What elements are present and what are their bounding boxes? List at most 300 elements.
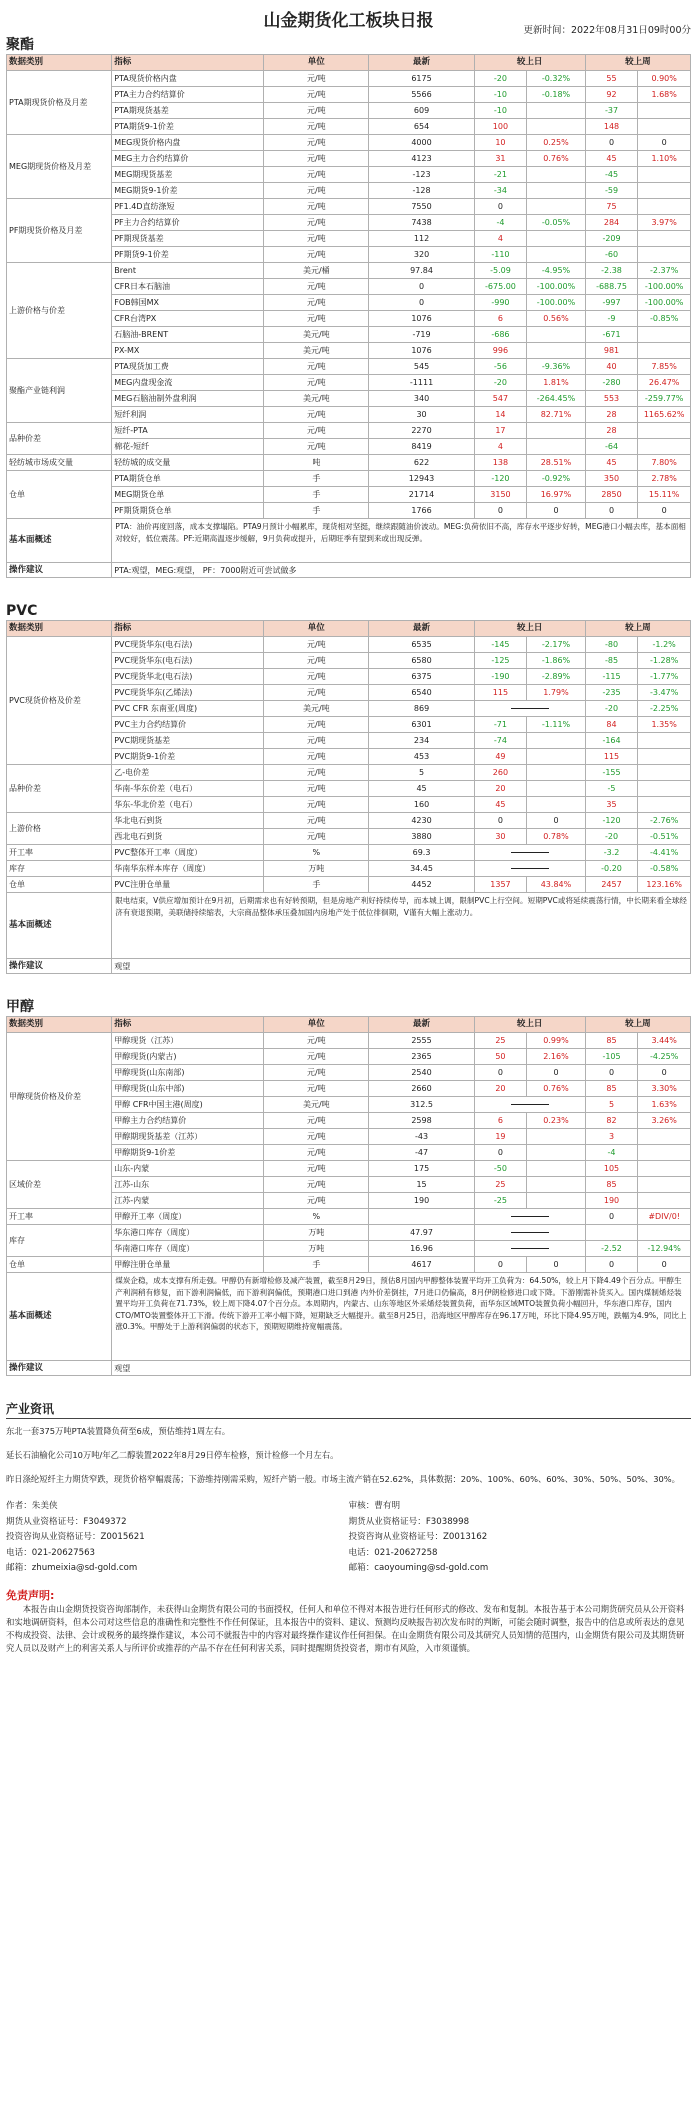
- ops-row: [7, 959, 691, 974]
- unit-cell: 元/吨: [264, 1129, 369, 1145]
- category-cell: 库存: [7, 861, 112, 877]
- latest-cell: 6535: [369, 637, 474, 653]
- latest-cell: 2270: [369, 423, 474, 439]
- table-row: [7, 199, 691, 215]
- no-data-dash: [511, 1248, 549, 1249]
- news-item: 东北一套375万吨PTA装置降负荷至6成，预估维持1周左右。: [6, 1426, 231, 1436]
- unit-cell: 元/吨: [264, 1065, 369, 1081]
- latest-cell: 2598: [369, 1113, 474, 1129]
- header-vs-prev-day: 较上日: [474, 1017, 585, 1033]
- latest-cell: 234: [369, 733, 474, 749]
- ops-text: 观望: [112, 1361, 691, 1376]
- unit-cell: 元/吨: [264, 829, 369, 845]
- category-cell: PVC现货价格及价差: [7, 637, 112, 765]
- prev-day-change-cell: 30: [474, 829, 527, 845]
- prev-week-change-cell: 105: [585, 1161, 638, 1177]
- prev-week-change-cell: 0: [585, 1209, 638, 1225]
- category-cell: 上游价格: [7, 813, 112, 845]
- indicator-cell: 甲醇开工率（周度）: [112, 1209, 264, 1225]
- table-header: [7, 55, 691, 71]
- prev-week-change-cell: 45: [585, 151, 638, 167]
- table-row: [7, 135, 691, 151]
- author-consult-license: 投资咨询从业资格证号：Z0015621: [6, 1532, 145, 1542]
- prev-week-pct-cell: [638, 103, 691, 119]
- prev-week-change-cell: -235: [585, 685, 638, 701]
- prev-week-change-cell: 85: [585, 1033, 638, 1049]
- latest-cell: 453: [369, 749, 474, 765]
- prev-week-pct-cell: [638, 1177, 691, 1193]
- latest-cell: 2365: [369, 1049, 474, 1065]
- category-cell: 甲醇现货价格及价差: [7, 1033, 112, 1161]
- latest-cell: 175: [369, 1161, 474, 1177]
- prev-day-change-cell: 115: [474, 685, 527, 701]
- unit-cell: 元/吨: [264, 765, 369, 781]
- indicator-cell: PVC CFR 东南亚(周度): [112, 701, 264, 717]
- prev-week-change-cell: -120: [585, 813, 638, 829]
- latest-cell: 654: [369, 119, 474, 135]
- data-table: [6, 620, 691, 974]
- prev-day-change-cell: -675.00: [474, 279, 527, 295]
- prev-week-pct-cell: -100.00%: [638, 279, 691, 295]
- latest-cell: 21714: [369, 487, 474, 503]
- prev-day-change-cell: 45: [474, 797, 527, 813]
- latest-cell: 3880: [369, 829, 474, 845]
- prev-day-pct-cell: 0.99%: [527, 1033, 585, 1049]
- disclaimer-title: 免责声明:: [6, 1588, 55, 1602]
- prev-day-change-cell: -110: [474, 247, 527, 263]
- prev-week-pct-cell: 1.10%: [638, 151, 691, 167]
- table-row: [7, 263, 691, 279]
- prev-week-pct-cell: [638, 167, 691, 183]
- update-time: 更新时间：2022年08月31日09时00分: [523, 25, 691, 36]
- reviewer-futures-license: 期货从业资格证号：F3038998: [348, 1516, 470, 1527]
- prev-day-pct-cell: -1.86%: [527, 653, 585, 669]
- prev-day-pct-cell: [527, 1177, 585, 1193]
- prev-day-pct-cell: [527, 247, 585, 263]
- indicator-cell: 甲醇现货(山东中部): [112, 1081, 264, 1097]
- prev-week-change-cell: -688.75: [585, 279, 638, 295]
- prev-week-pct-cell: 3.26%: [638, 1113, 691, 1129]
- prev-week-change-cell: -155: [585, 765, 638, 781]
- header-vs-prev-week: 较上周: [585, 621, 690, 637]
- unit-cell: 元/吨: [264, 1081, 369, 1097]
- prev-week-change-cell: 82: [585, 1113, 638, 1129]
- latest-cell: -43: [369, 1129, 474, 1145]
- latest-cell: 340: [369, 391, 474, 407]
- latest-cell: 97.84: [369, 263, 474, 279]
- unit-cell: 元/吨: [264, 423, 369, 439]
- prev-week-change-cell: [585, 1225, 638, 1241]
- prev-day-change-cell: -21: [474, 167, 527, 183]
- header-unit: 单位: [264, 1017, 369, 1033]
- prev-day-change-cell: 10: [474, 135, 527, 151]
- indicator-cell: PF1.4D直纺涤短: [112, 199, 264, 215]
- unit-cell: 元/吨: [264, 247, 369, 263]
- latest-cell: 16.96: [369, 1241, 474, 1257]
- indicator-cell: 华南港口库存（周度）: [112, 1241, 264, 1257]
- prev-week-pct-cell: [638, 1129, 691, 1145]
- prev-day-pct-cell: [527, 103, 585, 119]
- indicator-cell: MEG期货9-1价差: [112, 183, 264, 199]
- table-row: [7, 1209, 691, 1225]
- prev-day-pct-cell: [527, 423, 585, 439]
- prev-day-change-cell: -74: [474, 733, 527, 749]
- prev-day-change-cell: 19: [474, 1129, 527, 1145]
- prev-week-change-cell: -64: [585, 439, 638, 455]
- unit-cell: 元/吨: [264, 797, 369, 813]
- prev-week-change-cell: 981: [585, 343, 638, 359]
- indicator-cell: PTA主力合约结算价: [112, 87, 264, 103]
- latest-cell: -719: [369, 327, 474, 343]
- prev-week-pct-cell: -2.76%: [638, 813, 691, 829]
- prev-day-pct-cell: [527, 1161, 585, 1177]
- indicator-cell: PF主力合约结算价: [112, 215, 264, 231]
- overview-text: PTA：油价再度回落，成本支撑塌陷。PTA9月预计小幅累库，现货相对坚挺，继续跟随油价波动。MEG:负荷依旧不高，库存水平逐步好转，MEG港口小幅去库，基本面相对较好，低位震荡。PF:近期高温逐步缓解，9月负荷或提升，后期旺季有望到来或出现反弹。: [112, 519, 691, 563]
- unit-cell: 元/吨: [264, 199, 369, 215]
- indicator-cell: 山东-内蒙: [112, 1161, 264, 1177]
- unit-cell: 手: [264, 1257, 369, 1273]
- prev-week-pct-cell: [638, 749, 691, 765]
- prev-week-pct-cell: -4.41%: [638, 845, 691, 861]
- overview-label: 基本面概述: [7, 1273, 112, 1361]
- indicator-cell: 华南-华东价差（电石）: [112, 781, 264, 797]
- prev-week-change-cell: -280: [585, 375, 638, 391]
- reviewer-email: 邮箱：caoyouming@sd-gold.com: [348, 1563, 489, 1573]
- table-row: [7, 423, 691, 439]
- prev-day-change-cell: -686: [474, 327, 527, 343]
- prev-day-change-cell: -145: [474, 637, 527, 653]
- prev-day-change-cell: -20: [474, 71, 527, 87]
- table-row: [7, 471, 691, 487]
- unit-cell: 元/吨: [264, 167, 369, 183]
- unit-cell: 元/吨: [264, 1177, 369, 1193]
- indicator-cell: PX-MX: [112, 343, 264, 359]
- prev-week-change-cell: 2457: [585, 877, 638, 893]
- prev-week-change-cell: 3: [585, 1129, 638, 1145]
- latest-cell: 4123: [369, 151, 474, 167]
- table-row: [7, 765, 691, 781]
- prev-week-change-cell: 84: [585, 717, 638, 733]
- ops-label: 操作建议: [7, 1361, 112, 1376]
- unit-cell: 元/吨: [264, 1193, 369, 1209]
- prev-week-pct-cell: [638, 1225, 691, 1241]
- table-row: [7, 1161, 691, 1177]
- latest-cell: 6375: [369, 669, 474, 685]
- prev-week-change-cell: -2.52: [585, 1241, 638, 1257]
- prev-day-pct-cell: [527, 439, 585, 455]
- latest-cell: 1076: [369, 311, 474, 327]
- prev-day-change-cell: 6: [474, 1113, 527, 1129]
- unit-cell: 美元/吨: [264, 343, 369, 359]
- header-latest: 最新: [369, 1017, 474, 1033]
- prev-week-change-cell: 190: [585, 1193, 638, 1209]
- unit-cell: 美元/吨: [264, 701, 369, 717]
- indicator-cell: 短纤利润: [112, 407, 264, 423]
- unit-cell: 万吨: [264, 861, 369, 877]
- prev-week-pct-cell: [638, 199, 691, 215]
- unit-cell: 美元/桶: [264, 263, 369, 279]
- report-title: 山金期货化工板块日报: [263, 11, 434, 31]
- prev-day-pct-cell: 0: [527, 1065, 585, 1081]
- prev-week-pct-cell: 123.16%: [638, 877, 691, 893]
- prev-day-cell: [474, 1097, 585, 1113]
- category-cell: 区域价差: [7, 1161, 112, 1209]
- latest-cell: 12943: [369, 471, 474, 487]
- indicator-cell: 轻纺城的成交量: [112, 455, 264, 471]
- latest-cell: 6301: [369, 717, 474, 733]
- prev-week-change-cell: -115: [585, 669, 638, 685]
- prev-day-pct-cell: [527, 749, 585, 765]
- prev-day-change-cell: 4: [474, 439, 527, 455]
- latest-cell: 4230: [369, 813, 474, 829]
- header-indicator: 指标: [112, 1017, 264, 1033]
- unit-cell: 元/吨: [264, 279, 369, 295]
- prev-day-pct-cell: -100.00%: [527, 295, 585, 311]
- category-cell: 轻纺城市场成交量: [7, 455, 112, 471]
- indicator-cell: MEG期货仓单: [112, 487, 264, 503]
- prev-week-pct-cell: 1.35%: [638, 717, 691, 733]
- prev-day-pct-cell: 0.78%: [527, 829, 585, 845]
- indicator-cell: PF期现货基差: [112, 231, 264, 247]
- indicator-cell: PVC现货华东(乙烯法): [112, 685, 264, 701]
- section-title: 聚酯: [6, 37, 34, 53]
- unit-cell: 美元/吨: [264, 391, 369, 407]
- category-cell: 上游价格与价差: [7, 263, 112, 359]
- indicator-cell: 甲醇现货（江苏）: [112, 1033, 264, 1049]
- unit-cell: 元/吨: [264, 135, 369, 151]
- indicator-cell: 甲醇期现货基差（江苏）: [112, 1129, 264, 1145]
- prev-day-pct-cell: 0.76%: [527, 151, 585, 167]
- table-row: [7, 637, 691, 653]
- table-row: [7, 813, 691, 829]
- prev-week-pct-cell: 0: [638, 1065, 691, 1081]
- prev-day-cell: [474, 1209, 585, 1225]
- prev-day-change-cell: -71: [474, 717, 527, 733]
- prev-day-change-cell: 25: [474, 1033, 527, 1049]
- prev-day-pct-cell: 16.97%: [527, 487, 585, 503]
- latest-cell: 160: [369, 797, 474, 813]
- indicator-cell: 华东-华北价差（电石）: [112, 797, 264, 813]
- indicator-cell: 西北电石到货: [112, 829, 264, 845]
- category-cell: 仓单: [7, 1257, 112, 1273]
- unit-cell: 元/吨: [264, 669, 369, 685]
- prev-day-change-cell: 260: [474, 765, 527, 781]
- prev-day-change-cell: -125: [474, 653, 527, 669]
- prev-week-pct-cell: -12.94%: [638, 1241, 691, 1257]
- unit-cell: 元/吨: [264, 813, 369, 829]
- prev-week-pct-cell: -1.28%: [638, 653, 691, 669]
- unit-cell: 手: [264, 487, 369, 503]
- indicator-cell: PTA期货9-1价差: [112, 119, 264, 135]
- prev-day-pct-cell: 82.71%: [527, 407, 585, 423]
- unit-cell: 元/吨: [264, 119, 369, 135]
- latest-cell: 4000: [369, 135, 474, 151]
- prev-day-pct-cell: -0.32%: [527, 71, 585, 87]
- unit-cell: %: [264, 1209, 369, 1225]
- table-row: [7, 455, 691, 471]
- prev-week-change-cell: -20: [585, 829, 638, 845]
- indicator-cell: 短纤-PTA: [112, 423, 264, 439]
- prev-week-change-cell: 85: [585, 1177, 638, 1193]
- indicator-cell: PVC期现货基差: [112, 733, 264, 749]
- prev-day-cell: [474, 845, 585, 861]
- overview-label: 基本面概述: [7, 519, 112, 563]
- prev-day-pct-cell: [527, 1193, 585, 1209]
- header-category: 数据类别: [7, 621, 112, 637]
- latest-cell: 47.97: [369, 1225, 474, 1241]
- prev-day-pct-cell: -0.92%: [527, 471, 585, 487]
- prev-day-pct-cell: 0: [527, 1257, 585, 1273]
- latest-cell: 7550: [369, 199, 474, 215]
- prev-day-change-cell: -5.09: [474, 263, 527, 279]
- prev-week-change-cell: 75: [585, 199, 638, 215]
- prev-week-pct-cell: -2.25%: [638, 701, 691, 717]
- overview-label: 基本面概述: [7, 893, 112, 959]
- latest-cell: 112: [369, 231, 474, 247]
- unit-cell: 元/吨: [264, 375, 369, 391]
- prev-week-change-cell: 45: [585, 455, 638, 471]
- prev-day-change-cell: 49: [474, 749, 527, 765]
- overview-text: 限电结束，V供应增加预计在9月初，后期需求也有好转预期，但是房地产利好持续传导，而本城上调，限制PVC上行空间。短期PVC或将延续震荡行情，中长期来看全球经济有衰退预期，美联储持续缩表，大宗商品整体承压叠加国内房地产处于低位徘徊期，V谨有大幅上涨动力。: [112, 893, 691, 959]
- prev-day-pct-cell: -2.17%: [527, 637, 585, 653]
- prev-day-change-cell: -50: [474, 1161, 527, 1177]
- prev-day-change-cell: -190: [474, 669, 527, 685]
- author-email: 邮箱：zhumeixia@sd-gold.com: [6, 1563, 138, 1573]
- category-cell: 仓单: [7, 471, 112, 519]
- prev-week-pct-cell: 0.90%: [638, 71, 691, 87]
- prev-day-pct-cell: 2.16%: [527, 1049, 585, 1065]
- latest-cell: 6540: [369, 685, 474, 701]
- reviewer-column: [349, 1499, 692, 1577]
- indicator-cell: Brent: [112, 263, 264, 279]
- prev-week-pct-cell: -4.25%: [638, 1049, 691, 1065]
- reviewer-phone: 电话：021-20627258: [348, 1547, 438, 1558]
- prev-week-change-cell: 28: [585, 407, 638, 423]
- category-cell: 聚酯产业链利润: [7, 359, 112, 423]
- indicator-cell: 甲醇注册仓单量: [112, 1257, 264, 1273]
- prev-week-pct-cell: [638, 439, 691, 455]
- prev-week-pct-cell: 0: [638, 503, 691, 519]
- table-row: [7, 1225, 691, 1241]
- news-item: 延长石油榆化公司10万吨/年乙二醇装置2022年8月29日停车检修，预计检修一个月左右。: [6, 1450, 339, 1460]
- prev-week-pct-cell: [638, 1145, 691, 1161]
- header-indicator: 指标: [112, 621, 264, 637]
- unit-cell: 元/吨: [264, 231, 369, 247]
- prev-week-change-cell: 55: [585, 71, 638, 87]
- latest-cell: 4617: [369, 1257, 474, 1273]
- indicator-cell: 乙-电价差: [112, 765, 264, 781]
- prev-day-change-cell: 6: [474, 311, 527, 327]
- indicator-cell: PVC现货华东(电石法): [112, 653, 264, 669]
- prev-week-pct-cell: 3.44%: [638, 1033, 691, 1049]
- reviewer-consult-license: 投资咨询从业资格证号：Z0013162: [348, 1532, 488, 1542]
- prev-day-change-cell: 50: [474, 1049, 527, 1065]
- prev-day-change-cell: 31: [474, 151, 527, 167]
- prev-day-cell: [474, 701, 585, 717]
- category-cell: 开工率: [7, 1209, 112, 1225]
- latest-cell: 4452: [369, 877, 474, 893]
- prev-week-change-cell: -45: [585, 167, 638, 183]
- prev-day-pct-cell: 28.51%: [527, 455, 585, 471]
- unit-cell: 元/吨: [264, 87, 369, 103]
- prev-day-change-cell: -10: [474, 87, 527, 103]
- latest-cell: 0: [369, 279, 474, 295]
- category-cell: 开工率: [7, 845, 112, 861]
- indicator-cell: PVC主力合约结算价: [112, 717, 264, 733]
- indicator-cell: 石脑油-BRENT: [112, 327, 264, 343]
- prev-week-pct-cell: [638, 231, 691, 247]
- unit-cell: 万吨: [264, 1225, 369, 1241]
- unit-cell: 元/吨: [264, 637, 369, 653]
- prev-week-change-cell: -209: [585, 231, 638, 247]
- unit-cell: 元/吨: [264, 1161, 369, 1177]
- overview-text: 煤炭企稳，成本支撑有所走强。甲醇仍有新增检修及减产装置，截至8月29日，预估8月国内甲醇整体装置平均开工负荷为：64.50%，较上月下降4.49个百分点。甲醇生产利润稍有修复，而下游利润偏低，而下游利润偏低，预期港口进口到港 内外价差倒挂，7月进口仍偏高，8月伊朗检修进口或下降。下游刚需补货买入。国内煤制烯烃装置平均开工负荷在71.73%，较上周下降4.07个百分点。本周期内，内蒙古、山东等地区外采烯烃装置负荷，而华东区域MTO装置负荷小幅回升，华东港口库存，国内CTO/MTO装置整体开工下滑。传统下游开工率小幅下降，短期缺乏大幅提升。截至8月25日，沿海地区甲醇库存在96.17万吨，环比下降4.95万吨，跌幅为4.9%，同比上涨0.3%。甲醇处于上游利润偏弱的状态下，预期短期维持宽幅震荡。: [112, 1273, 691, 1361]
- category-cell: PTA期现货价格及月差: [7, 71, 112, 135]
- prev-week-change-cell: -671: [585, 327, 638, 343]
- table-row: [7, 71, 691, 87]
- header-category: 数据类别: [7, 1017, 112, 1033]
- prev-week-pct-cell: 3.30%: [638, 1081, 691, 1097]
- prev-week-pct-cell: 26.47%: [638, 375, 691, 391]
- unit-cell: 吨: [264, 455, 369, 471]
- prev-day-change-cell: -34: [474, 183, 527, 199]
- prev-week-change-cell: 0: [585, 503, 638, 519]
- prev-week-change-cell: 35: [585, 797, 638, 813]
- indicator-cell: 甲醇期货9-1价差: [112, 1145, 264, 1161]
- indicator-cell: 华北电石到货: [112, 813, 264, 829]
- prev-day-change-cell: 14: [474, 407, 527, 423]
- latest-cell: 869: [369, 701, 474, 717]
- indicator-cell: FOB韩国MX: [112, 295, 264, 311]
- prev-day-pct-cell: -0.05%: [527, 215, 585, 231]
- prev-day-pct-cell: -4.95%: [527, 263, 585, 279]
- prev-week-change-cell: -60: [585, 247, 638, 263]
- prev-week-change-cell: -2.38: [585, 263, 638, 279]
- no-data-dash: [511, 708, 549, 709]
- header-vs-prev-day: 较上日: [474, 55, 585, 71]
- unit-cell: 手: [264, 471, 369, 487]
- table-row: [7, 845, 691, 861]
- prev-week-change-cell: -9: [585, 311, 638, 327]
- ops-row: [7, 563, 691, 578]
- prev-week-pct-cell: -0.85%: [638, 311, 691, 327]
- prev-week-pct-cell: 1.68%: [638, 87, 691, 103]
- unit-cell: %: [264, 845, 369, 861]
- prev-day-pct-cell: [527, 1129, 585, 1145]
- no-data-dash: [511, 868, 549, 869]
- unit-cell: 元/吨: [264, 733, 369, 749]
- ops-text: 观望: [112, 959, 691, 974]
- prev-week-pct-cell: [638, 1193, 691, 1209]
- header-vs-prev-week: 较上周: [585, 1017, 690, 1033]
- prev-week-pct-cell: 15.11%: [638, 487, 691, 503]
- indicator-cell: 华南华东样本库存（周度）: [112, 861, 264, 877]
- prev-day-pct-cell: [527, 119, 585, 135]
- prev-week-pct-cell: 7.80%: [638, 455, 691, 471]
- author-column: [6, 1499, 349, 1577]
- unit-cell: 美元/吨: [264, 327, 369, 343]
- unit-cell: 元/吨: [264, 749, 369, 765]
- prev-week-pct-cell: [638, 247, 691, 263]
- indicator-cell: PVC现货华北(电石法): [112, 669, 264, 685]
- prev-day-pct-cell: -0.18%: [527, 87, 585, 103]
- header-category: 数据类别: [7, 55, 112, 71]
- latest-cell: 2660: [369, 1081, 474, 1097]
- category-cell: 库存: [7, 1225, 112, 1257]
- latest-cell: 5566: [369, 87, 474, 103]
- prev-week-pct-cell: -100.00%: [638, 295, 691, 311]
- table-row: [7, 359, 691, 375]
